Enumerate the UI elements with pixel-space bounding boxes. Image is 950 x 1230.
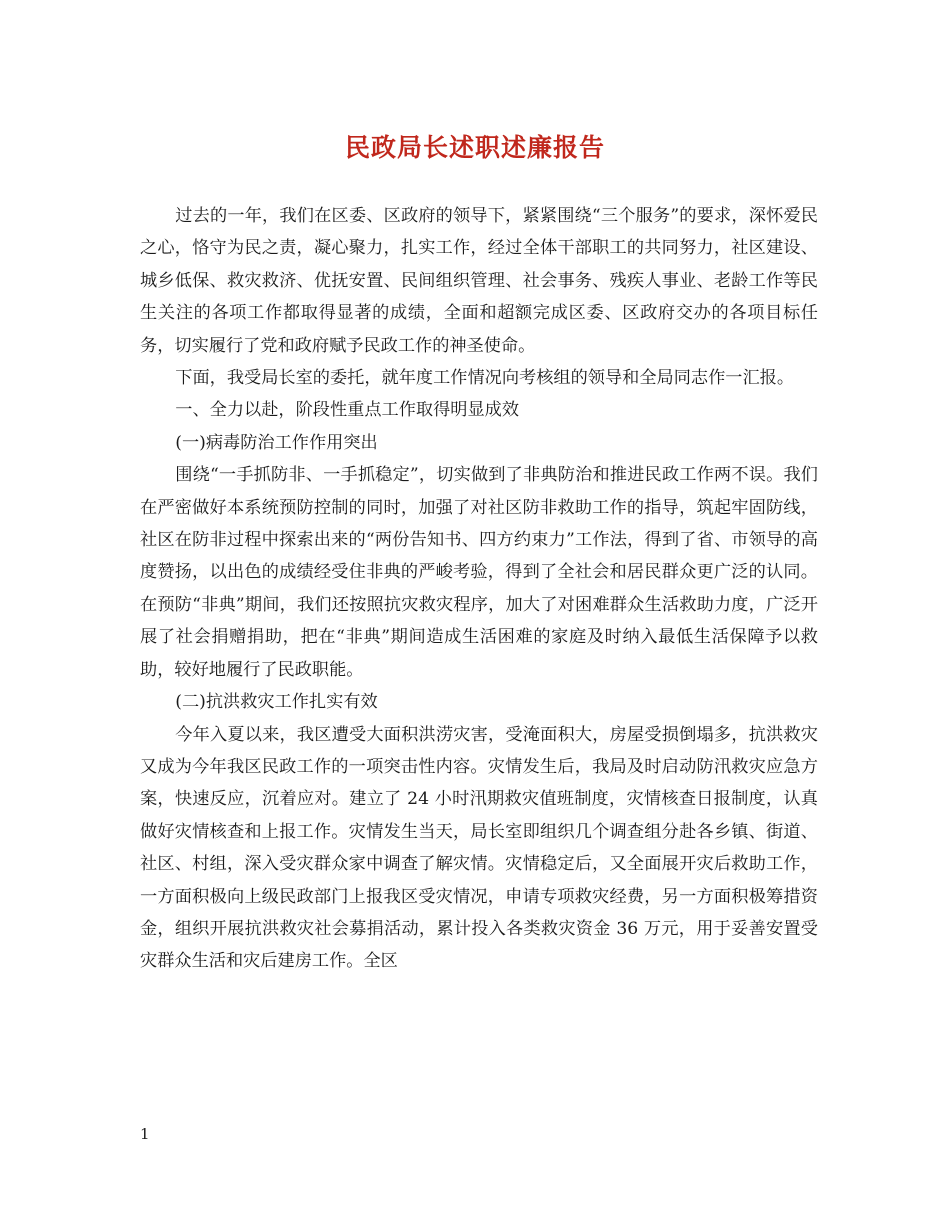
paragraph-virus-prevention: 围绕“一手抓防非、一手抓稳定”，切实做到了非典防治和推进民政工作两不误。我们在严密做好本系统预防控制的同时，加强了对社区防非救助工作的指导，筑起牢固防线，社区在防非过程中探索出来的“两份告知书、四方约束力”工作法，得到了省、市领导的高度赞扬，以出色的成绩经受住非典的严峻考验，得到了全社会和居民群众更广泛的认同。在预防“非典”期间，我们还按照抗灾救灾程序，加大了对困难群众生活救助力度，广泛开展了社会捐赠捐助，把在“非典”期间造成生活困难的家庭及时纳入最低生活保障予以救助，较好地履行了民政职能。 [140, 465, 818, 680]
subsection-heading-2: (二)抗洪救灾工作扎实有效 [175, 692, 378, 713]
paragraph-flood-relief: 今年入夏以来，我区遭受大面积洪涝灾害，受淹面积大，房屋受损倒塌多，抗洪救灾又成为今年我区民政工作的一项突击性内容。灾情发生后，我局及时启动防汛救灾应急方案，快速反应，沉着应对。建立了 24 小时汛期救灾值班制度，灾情核查日报制度，认真做好灾情核查和上报工作。灾情发生当天，局长室即组织几个调查组分赴各乡镇、街道、社区、村组，深入受灾群众家中调查了解灾情。灾情稳定后，又全面展开灾后救助工作，一方面积极向上级民政部门上报我区受灾情况，申请专项救灾经费，另一方面积极筹措资金，组织开展抗洪救灾社会募捐活动，累计投入各类救灾资金 36 万元，用于妥善安置受灾群众生活和灾后建房工作。全区 [140, 724, 818, 972]
page-number: 1 [140, 1125, 150, 1143]
subsection-heading-1: (一)病毒防治工作作用突出 [175, 432, 378, 453]
paragraph-report-statement: 下面，我受局长室的委托，就年度工作情况向考核组的领导和全局同志作一汇报。 [175, 368, 795, 389]
paragraph-intro: 过去的一年，我们在区委、区政府的领导下，紧紧围绕“三个服务”的要求，深怀爱民之心，恪守为民之责，凝心聚力，扎实工作，经过全体干部职工的共同努力，社区建设、城乡低保、救灾救济、优抚安置、民间组织管理、社会事务、残疾人事业、老龄工作等民生关注的各项工作都取得显著的成绩，全面和超额完成区委、区政府交办的各项目标任务，切实履行了党和政府赋予民政工作的神圣使命。 [140, 206, 818, 356]
section-heading-1: 一、全力以赴，阶段性重点工作取得明显成效 [175, 400, 520, 421]
document-body [140, 200, 818, 978]
document-title: 民政局长述职述廉报告 [344, 133, 605, 162]
